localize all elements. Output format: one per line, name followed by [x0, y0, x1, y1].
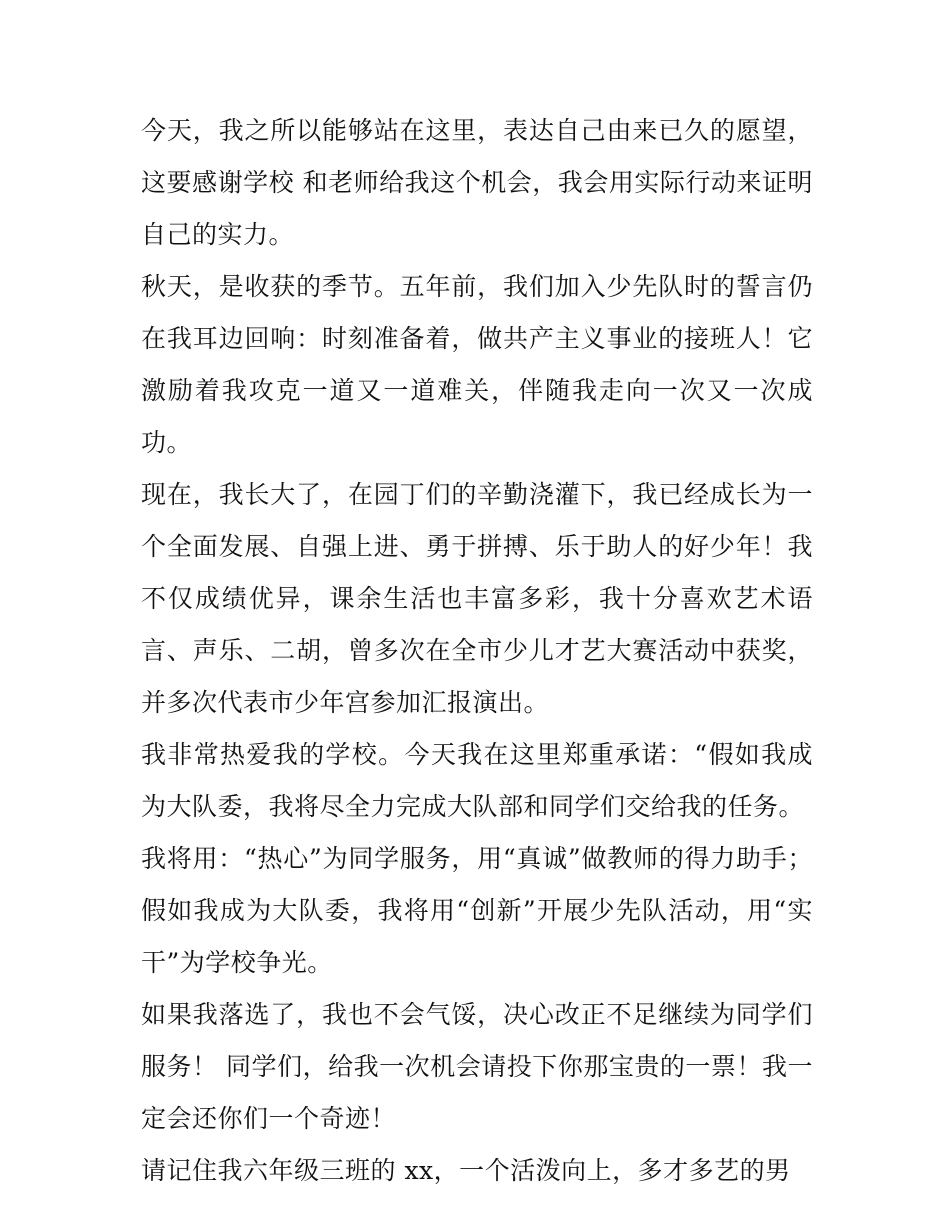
document-body — [141, 105, 813, 1197]
paragraph-3: 现在，我长大了，在园丁们的辛勤浇灌下，我已经成长为一个全面发展、自强上进、勇于拼搏、乐于助人的好少年！我不仅成绩优异，课余生活也丰富多彩，我十分喜欢艺术语言、声乐、二胡，曾多次在全市少儿才艺大赛活动中获奖，并多次代表市少年宫参加汇报演出。 — [141, 480, 813, 717]
paragraph-7: 请记住我六年级三班的 xx，一个活泼向上，多才多艺的男 — [141, 1156, 791, 1185]
paragraph-6: 如果我落选了，我也不会气馁，决心改正不足继续为同学们服务！ 同学们，给我一次机会请投下你那宝贵的一票！我一定会还你们一个奇迹！ — [141, 1000, 813, 1133]
paragraph-2: 秋天，是收获的季节。五年前，我们加入少先队时的誓言仍在我耳边回响：时刻准备着，做共产主义事业的接班人！它激励着我攻克一道又一道难关，伴随我走向一次又一次成功。 — [141, 272, 813, 457]
paragraph-1: 今天，我之所以能够站在这里，表达自己由来已久的愿望，这要感谢学校 和老师给我这个机会，我会用实际行动来证明自己的实力。 — [141, 116, 813, 249]
paragraph-4: 我非常热爱我的学校。今天我在这里郑重承诺：“假如我成为大队委，我将尽全力完成大队部和同学们交给我的任务。 — [141, 740, 813, 821]
paragraph-5: 我将用：“热心”为同学服务，用“真诚”做教师的得力助手；假如我成为大队委，我将用“创新”开展少先队活动，用“实干”为学校争光。 — [141, 844, 813, 977]
